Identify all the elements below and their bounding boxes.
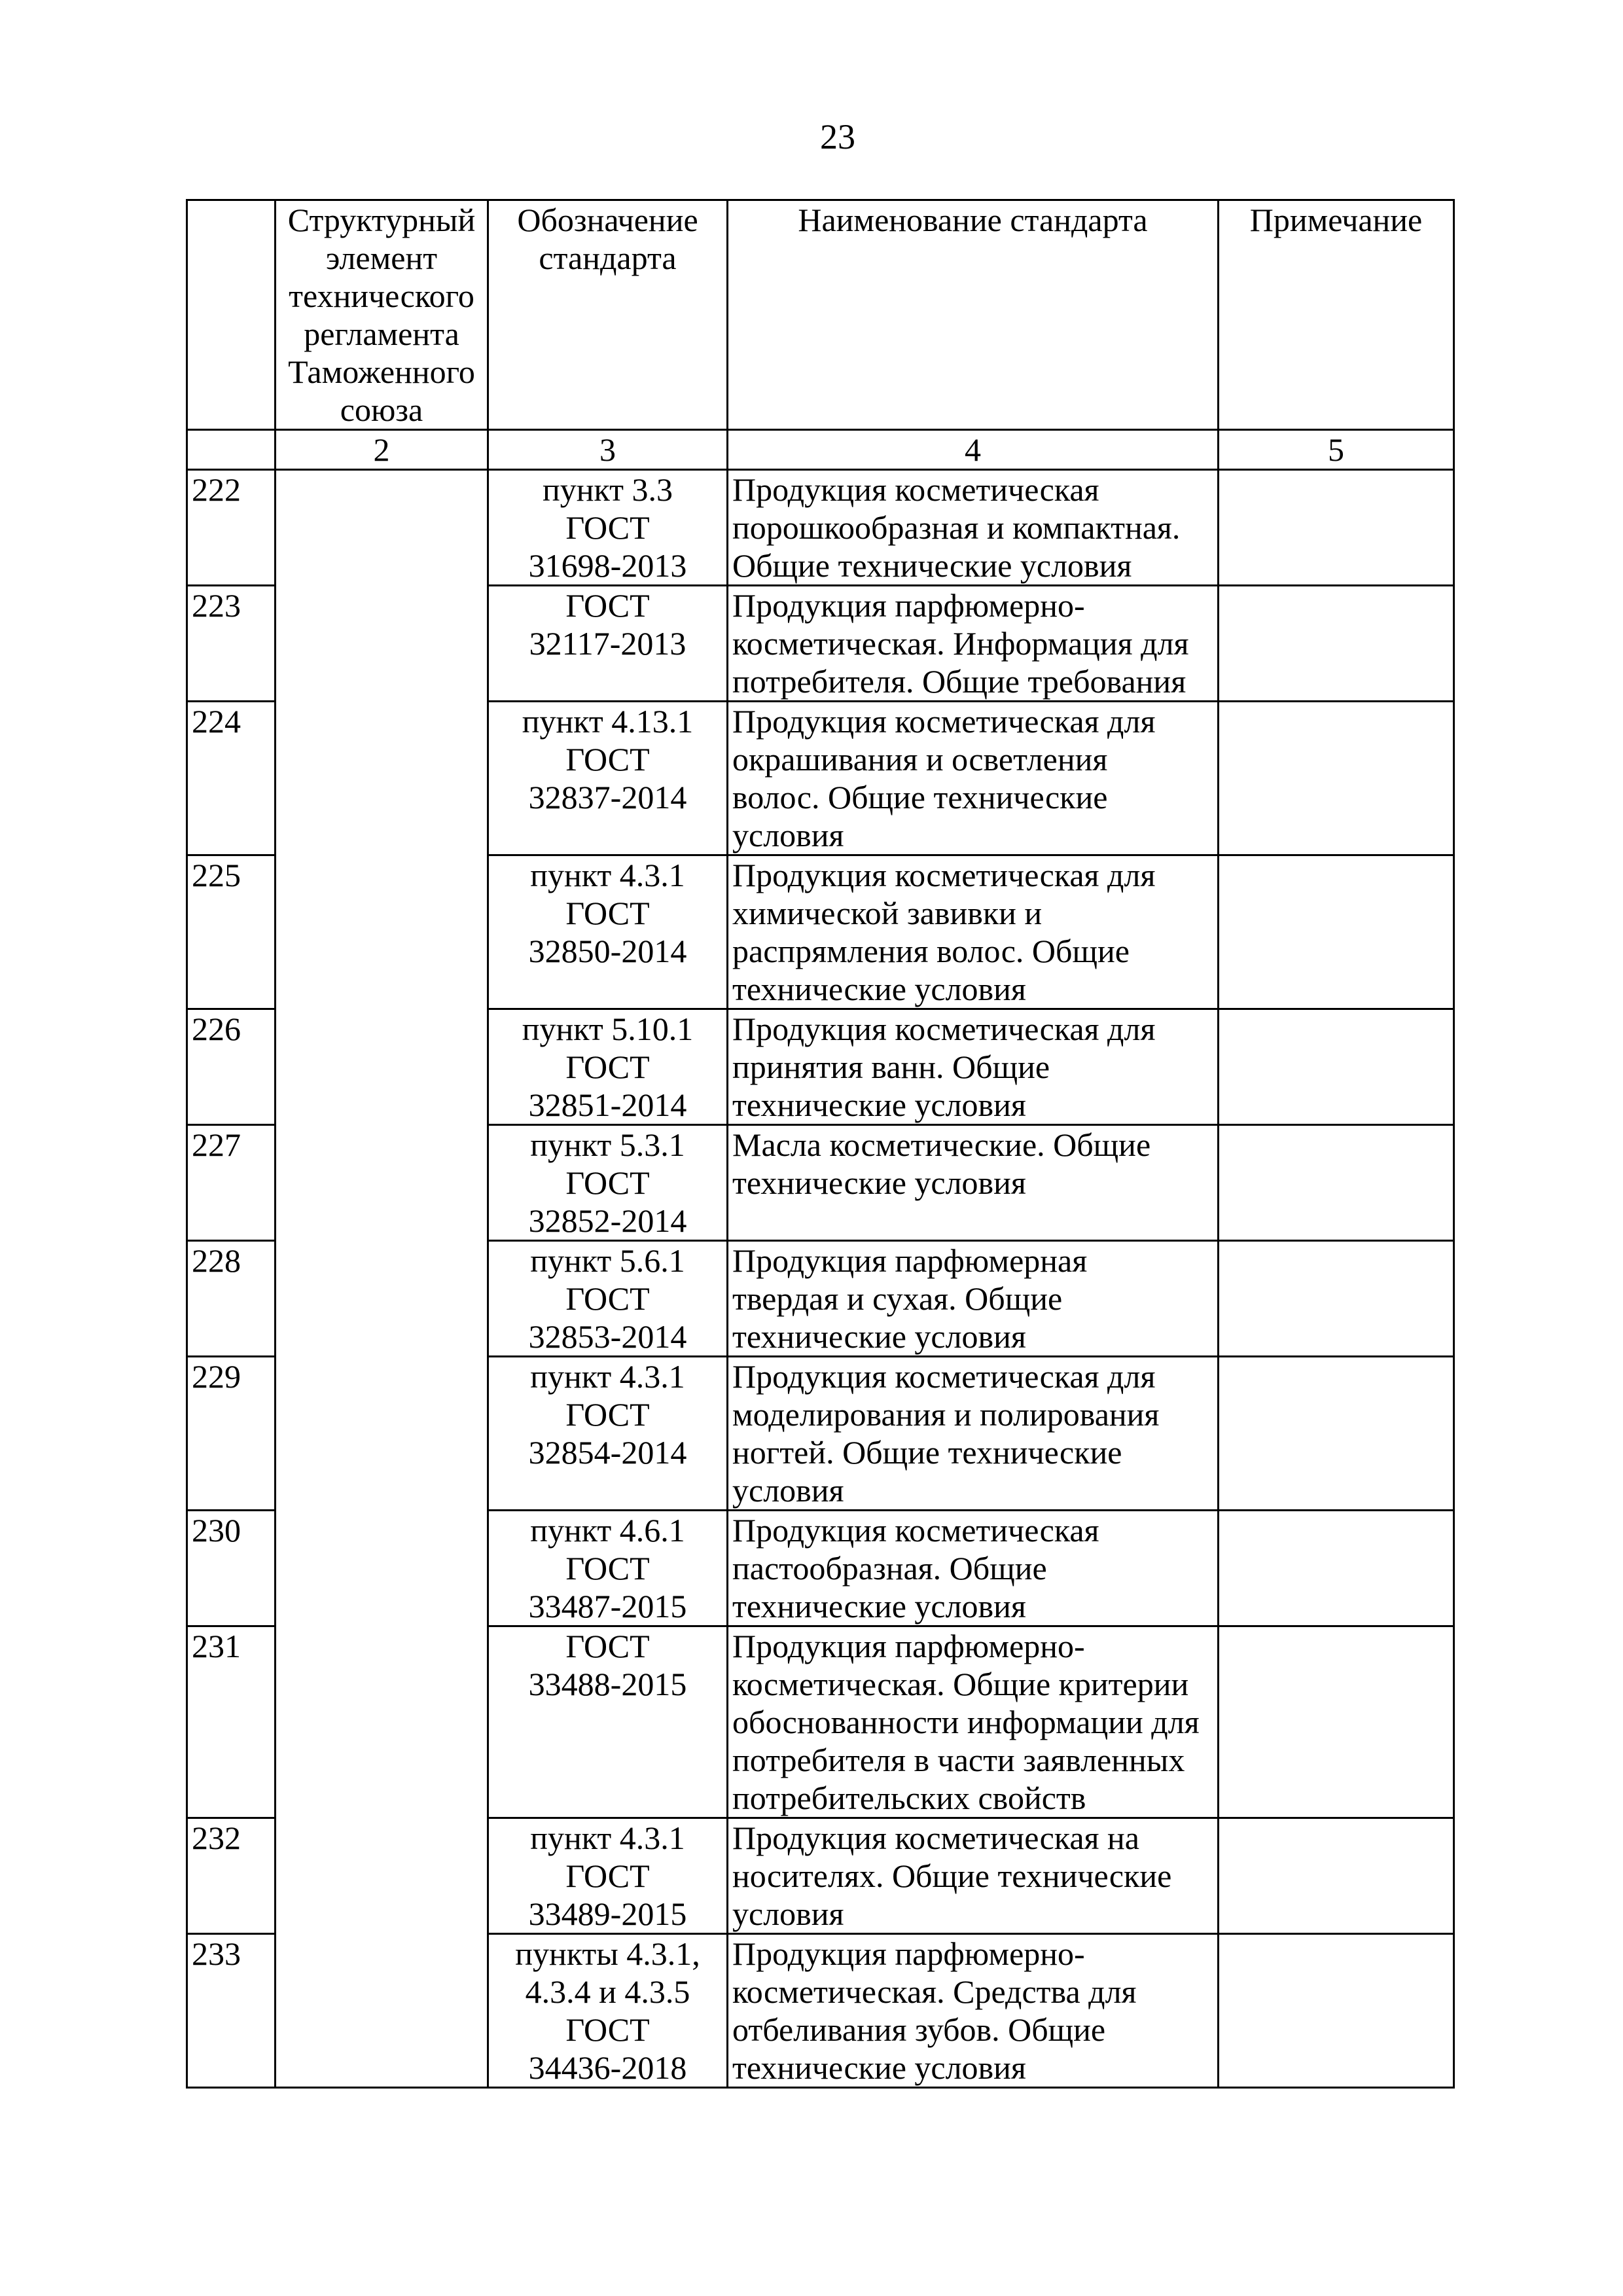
- text-line: условия: [732, 817, 844, 853]
- row-number: 222: [187, 470, 276, 586]
- text-line: 4.3.4 и 4.3.5: [525, 1973, 690, 2010]
- text-line: носителях. Общие технические: [732, 1857, 1172, 1894]
- note-cell: [1219, 1125, 1454, 1241]
- header-col-number: [187, 200, 276, 430]
- text-line: пункт 3.3: [543, 471, 673, 508]
- text-line: 33487-2015: [528, 1588, 687, 1624]
- text-line: регламента: [304, 315, 459, 352]
- text-line: Продукция косметическая для: [732, 1358, 1156, 1395]
- text-line: ГОСТ: [565, 1857, 650, 1894]
- note-cell: [1219, 1009, 1454, 1125]
- header-note: Примечание: [1219, 200, 1454, 430]
- designation-cell: [488, 1125, 728, 1241]
- note-cell: [1219, 1934, 1454, 2088]
- text-line: потребителя. Общие требования: [732, 663, 1186, 700]
- standard-name-cell: [728, 855, 1219, 1009]
- column-number: 5: [1219, 430, 1454, 470]
- text-line: технического: [289, 278, 474, 314]
- note-cell: [1219, 586, 1454, 702]
- text-line: ГОСТ: [565, 587, 650, 624]
- text-line: пункт 4.6.1: [530, 1512, 685, 1549]
- text-line: ГОСТ: [565, 895, 650, 931]
- text-line: условия: [732, 1895, 844, 1932]
- text-line: технические условия: [732, 1086, 1026, 1123]
- text-line: элемент: [325, 240, 438, 276]
- text-line: Продукция парфюмерно-: [732, 1628, 1085, 1664]
- text-line: 32851-2014: [528, 1086, 687, 1123]
- text-line: 32853-2014: [528, 1318, 687, 1355]
- text-line: химической завивки и: [732, 895, 1043, 931]
- designation-cell: [488, 1626, 728, 1818]
- text-line: Обозначение: [517, 202, 698, 238]
- note-cell: [1219, 1241, 1454, 1357]
- note-cell: [1219, 1626, 1454, 1818]
- text-line: 33488-2015: [528, 1666, 687, 1702]
- header-standard-name: Наименование стандарта: [728, 200, 1219, 430]
- text-line: пункт 5.3.1: [530, 1126, 685, 1163]
- standard-name-cell: [728, 1009, 1219, 1125]
- header-designation: [488, 200, 728, 430]
- text-line: технические условия: [732, 1588, 1026, 1624]
- text-line: технические условия: [732, 1318, 1026, 1355]
- text-line: ГОСТ: [565, 2011, 650, 2048]
- standard-name-cell: [728, 702, 1219, 855]
- text-line: пункт 5.10.1: [522, 1011, 694, 1047]
- text-line: Продукция косметическая на: [732, 1820, 1139, 1856]
- text-line: Продукция косметическая для: [732, 857, 1156, 893]
- text-line: обоснованности информации для: [732, 1704, 1200, 1740]
- standard-name-cell: [728, 470, 1219, 586]
- text-line: Продукция парфюмерно-: [732, 587, 1085, 624]
- designation-cell: [488, 1357, 728, 1511]
- text-line: потребителя в части заявленных: [732, 1742, 1185, 1778]
- text-line: 32854-2014: [528, 1434, 687, 1471]
- standard-name-cell: [728, 586, 1219, 702]
- text-line: Продукция косметическая для: [732, 1011, 1156, 1047]
- column-number: 3: [488, 430, 728, 470]
- text-line: ногтей. Общие технические: [732, 1434, 1122, 1471]
- text-line: отбеливания зубов. Общие: [732, 2011, 1106, 2048]
- text-line: косметическая. Средства для: [732, 1973, 1137, 2010]
- text-line: Продукция парфюмерная: [732, 1242, 1088, 1279]
- standard-name-cell: [728, 1241, 1219, 1357]
- row-number: 223: [187, 586, 276, 702]
- text-line: принятия ванн. Общие: [732, 1049, 1050, 1085]
- standard-name-cell: [728, 1357, 1219, 1511]
- text-line: Структурный: [287, 202, 476, 238]
- column-number: 4: [728, 430, 1219, 470]
- text-line: Таможенного: [288, 353, 475, 390]
- text-line: 32850-2014: [528, 933, 687, 969]
- standard-name-cell: [728, 1818, 1219, 1934]
- text-line: 31698-2013: [528, 547, 687, 584]
- text-line: потребительских свойств: [732, 1780, 1086, 1816]
- designation-cell: [488, 1009, 728, 1125]
- text-line: распрямления волос. Общие: [732, 933, 1130, 969]
- text-line: косметическая. Информация для: [732, 625, 1189, 662]
- text-line: Общие технические условия: [732, 547, 1132, 584]
- column-number: 2: [276, 430, 488, 470]
- text-line: союза: [340, 391, 423, 428]
- text-line: Продукция косметическая: [732, 471, 1099, 508]
- note-cell: [1219, 1357, 1454, 1511]
- text-line: пункт 4.3.1: [530, 1820, 685, 1856]
- text-line: технические условия: [732, 2049, 1026, 2086]
- designation-cell: [488, 1818, 728, 1934]
- text-line: 34436-2018: [528, 2049, 687, 2086]
- row-number: 229: [187, 1357, 276, 1511]
- row-number: 228: [187, 1241, 276, 1357]
- standards-table: [186, 199, 1455, 2089]
- text-line: пункт 4.3.1: [530, 857, 685, 893]
- text-line: технические условия: [732, 1164, 1026, 1201]
- text-line: волос. Общие технические: [732, 779, 1108, 816]
- designation-cell: [488, 1934, 728, 2088]
- text-line: ГОСТ: [565, 1628, 650, 1664]
- text-line: 32837-2014: [528, 779, 687, 816]
- text-line: технические условия: [732, 971, 1026, 1007]
- designation-cell: [488, 586, 728, 702]
- text-line: 32852-2014: [528, 1202, 687, 1239]
- designation-cell: [488, 470, 728, 586]
- designation-cell: [488, 855, 728, 1009]
- row-number: 224: [187, 702, 276, 855]
- header-structural-element: [276, 200, 488, 430]
- page-number: 23: [820, 117, 855, 156]
- standard-name-cell: [728, 1125, 1219, 1241]
- text-line: порошкообразная и компактная.: [732, 509, 1181, 546]
- text-line: окрашивания и осветления: [732, 741, 1108, 778]
- text-line: Продукция косметическая: [732, 1512, 1099, 1549]
- text-line: ГОСТ: [565, 1550, 650, 1587]
- text-line: ГОСТ: [565, 1049, 650, 1085]
- row-number: 232: [187, 1818, 276, 1934]
- row-number: 230: [187, 1511, 276, 1626]
- text-line: пункт 5.6.1: [530, 1242, 685, 1279]
- text-line: ГОСТ: [565, 1396, 650, 1433]
- table-row: [187, 470, 1454, 586]
- text-line: пункт 4.3.1: [530, 1358, 685, 1395]
- row-number: 231: [187, 1626, 276, 1818]
- note-cell: [1219, 1511, 1454, 1626]
- text-line: условия: [732, 1472, 844, 1509]
- row-number: 226: [187, 1009, 276, 1125]
- column-number: [187, 430, 276, 470]
- text-line: стандарта: [539, 240, 677, 276]
- text-line: ГОСТ: [565, 1164, 650, 1201]
- text-line: 32117-2013: [529, 625, 687, 662]
- designation-cell: [488, 1241, 728, 1357]
- standard-name-cell: [728, 1511, 1219, 1626]
- text-line: ГОСТ: [565, 1280, 650, 1317]
- note-cell: [1219, 470, 1454, 586]
- standard-name-cell: [728, 1626, 1219, 1818]
- text-line: твердая и сухая. Общие: [732, 1280, 1063, 1317]
- column-numbers-row: [187, 430, 1454, 470]
- text-line: 33489-2015: [528, 1895, 687, 1932]
- standard-name-cell: [728, 1934, 1219, 2088]
- text-line: пастообразная. Общие: [732, 1550, 1047, 1587]
- structural-element-cell: [276, 470, 488, 2088]
- text-line: моделирования и полирования: [732, 1396, 1160, 1433]
- text-line: Масла косметические. Общие: [732, 1126, 1151, 1163]
- designation-cell: [488, 702, 728, 855]
- note-cell: [1219, 702, 1454, 855]
- text-line: пункты 4.3.1,: [515, 1935, 700, 1972]
- row-number: 227: [187, 1125, 276, 1241]
- text-line: косметическая. Общие критерии: [732, 1666, 1189, 1702]
- row-number: 233: [187, 1934, 276, 2088]
- text-line: Продукция парфюмерно-: [732, 1935, 1085, 1972]
- text-line: пункт 4.13.1: [522, 703, 694, 740]
- text-line: ГОСТ: [565, 741, 650, 778]
- row-number: 225: [187, 855, 276, 1009]
- text-line: Продукция косметическая для: [732, 703, 1156, 740]
- designation-cell: [488, 1511, 728, 1626]
- table-header-row: [187, 200, 1454, 430]
- note-cell: [1219, 855, 1454, 1009]
- note-cell: [1219, 1818, 1454, 1934]
- text-line: ГОСТ: [565, 509, 650, 546]
